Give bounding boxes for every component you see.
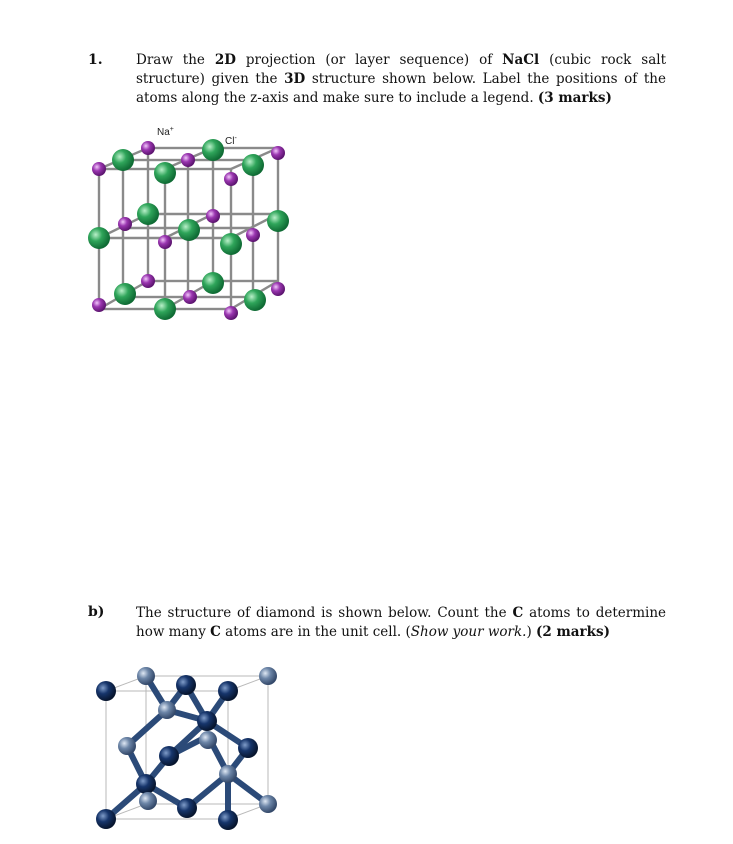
carbon-atom [159,746,179,766]
carbon-atom [177,798,197,818]
carbon-atom [199,731,217,749]
q1-text-4: structure shown below. Label the positions of the atoms along the z-axis and make sure to include a legend. [136,71,666,106]
q1-bold-nacl: NaCl [502,52,540,68]
carbon-atom [158,701,176,719]
carbon-atom [139,792,157,810]
carbon-atom [259,667,277,685]
na-ion [92,162,106,176]
question-b-label: b) [88,604,105,620]
na-ion [158,235,172,249]
carbon-atom [176,675,196,695]
cl-ion [88,227,110,249]
carbon-atom [197,711,217,731]
cl-ion [220,233,242,255]
q1-bold-3d: 3D [284,71,306,87]
cl-ion [242,154,264,176]
qb-text-4: ) [526,624,537,640]
na-ion [118,217,132,231]
qb-marks: (2 marks) [536,624,611,640]
qb-text-1: The structure of diamond is shown below. Count the [136,605,513,621]
na-ion [141,141,155,155]
q1-text-2: projection (or layer sequence) of [235,52,503,68]
na-ion [271,282,285,296]
carbon-atom [118,737,136,755]
na-ion [271,146,285,160]
carbon-atom [238,738,258,758]
cl-ion [154,298,176,320]
cl-ion [202,139,224,161]
carbon-atom [219,765,237,783]
question-number: 1. [88,52,103,68]
na-ion [246,228,260,242]
q1-text-3: (cubic rock salt structure) given the [136,52,666,87]
q1-text-1: Draw the [136,52,215,68]
na-label: Na+ [157,126,174,138]
na-ion [92,298,106,312]
q1-bold-2d: 2D [214,52,236,68]
carbon-atom [218,681,238,701]
carbon-atom [259,795,277,813]
qb-italic: Show your work. [410,624,527,640]
na-ion [206,209,220,223]
na-ion [141,274,155,288]
cl-ion [137,203,159,225]
carbon-atom [218,810,238,830]
diamond-structure-figure [90,660,290,840]
carbon-atom [96,809,116,829]
qb-text-2: atoms to determine how many [136,605,667,640]
cl-ion [114,283,136,305]
na-ion [181,153,195,167]
cl-label: Cl- [225,135,237,147]
na-ion [183,290,197,304]
cl-ion [244,289,266,311]
nacl-structure-figure [85,122,295,327]
q1-marks: (3 marks) [537,90,612,106]
carbon-atom [136,774,156,794]
qb-bold-c2: C [210,624,221,640]
cl-ion [178,219,200,241]
na-ion [224,306,238,320]
qb-bold-c1: C [512,605,524,621]
cl-ion [202,272,224,294]
cl-ion [112,149,134,171]
carbon-atom [137,667,155,685]
question-b-text [136,604,666,642]
cl-ion [154,162,176,184]
na-ion [224,172,238,186]
cl-ion [267,210,289,232]
carbon-atom [96,681,116,701]
question-1-text [136,51,666,108]
qb-text-3: atoms are in the unit cell. ( [220,624,411,640]
